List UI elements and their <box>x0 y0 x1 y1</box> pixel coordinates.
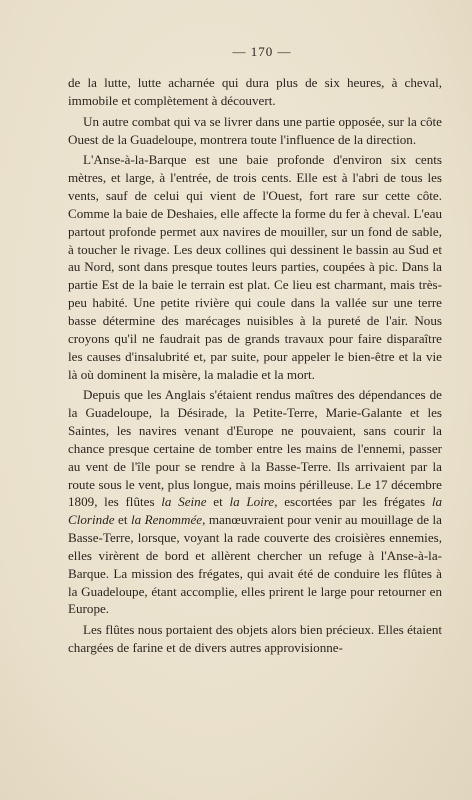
body-text <box>68 74 442 657</box>
paragraph-continuation <box>68 74 442 110</box>
ship-name-italic: la Seine <box>161 494 207 510</box>
paragraph <box>68 113 442 149</box>
ship-name-italic: la Renommée <box>130 512 203 528</box>
paragraph <box>68 386 442 618</box>
paragraph-text: et <box>206 494 230 510</box>
ship-name-italic: la Clorinde <box>68 494 442 528</box>
paragraph-text: L'Anse-à-la-Barque est une baie profonde d'environ six cents mètres, et large, à l'entrée, de trois cents. Elle est à l'abri de tous les vents, sauf de celui qui vient de l'Ouest, fort rare sur cette côte. Comme la baie de Deshaies, elle affecte la forme du fer à cheval. L'eau partout profonde permet aux navires de mouiller, sur un fond de sable, à toucher le rivage. Les deux collines qui dessinent le bassin au Sud et au Nord, sont dans presque toutes leurs parties, coupées à pic. Dans la partie Est de la baie le terrain est plat. Ce lieu est charmant, mais très-peu habité. Une petite rivière qui coule dans la vallée sur une terre basse détermine des marécages nuisibles à la pureté de l'air. Nous croyons qu'il ne faudrait pas de grands travaux pour faire disparaître les causes d'insalubrité et, par suite, pour appeler le bien-être et la vie là où dominent la misère, la maladie et la mort. <box>68 152 442 382</box>
paragraph-text: Les flûtes nous portaient des objets alors bien précieux. Elles étaient chargées de farine et de divers autres approvisionne- <box>68 622 442 656</box>
paragraph-text: de la lutte, lutte acharnée qui dura plus de six heures, à cheval, immobile et complètement à découvert. <box>68 75 442 108</box>
paragraph <box>68 621 442 657</box>
paragraph <box>68 151 442 383</box>
page-number: — 170 — <box>232 44 292 59</box>
paragraph-text: Un autre combat qui va se livrer dans une partie opposée, sur la côte Ouest de la Guadeloupe, montrera toute l'influence de la direction. <box>68 113 442 147</box>
paragraph-text: , manœuvraient pour venir au mouillage de la Basse-Terre, lorsque, voyant la rade couverte des croisières ennemies, elles virèrent de bord et allèrent chercher un refuge à l'Anse-à-la-Barque. La mission des frégates, qui avait été de conduire les flûtes à la Guadeloupe, étant accomplie, elles prirent le large pour retourner en Europe. <box>68 512 442 617</box>
paragraph-text: , escortées par les frégates <box>274 494 432 510</box>
ship-name-italic: la Loire <box>229 494 275 510</box>
paragraph-text: Depuis que les Anglais s'étaient rendus maîtres des dépendances de la Guadeloupe, la Désirade, la Petite-Terre, Marie-Galante et les Saintes, les navires venant d'Europe ne pouvaient, sans courir la chance presque certaine de tomber entre les mains de l'ennemi, passer au vent de l'île pour se rendre à la Basse-Terre. Ils arrivaient par la route sous le vent, plus longue, mais moins périlleuse. Le 17 décembre 1809, les flûtes <box>68 387 442 510</box>
paragraph-text: et <box>114 512 131 528</box>
